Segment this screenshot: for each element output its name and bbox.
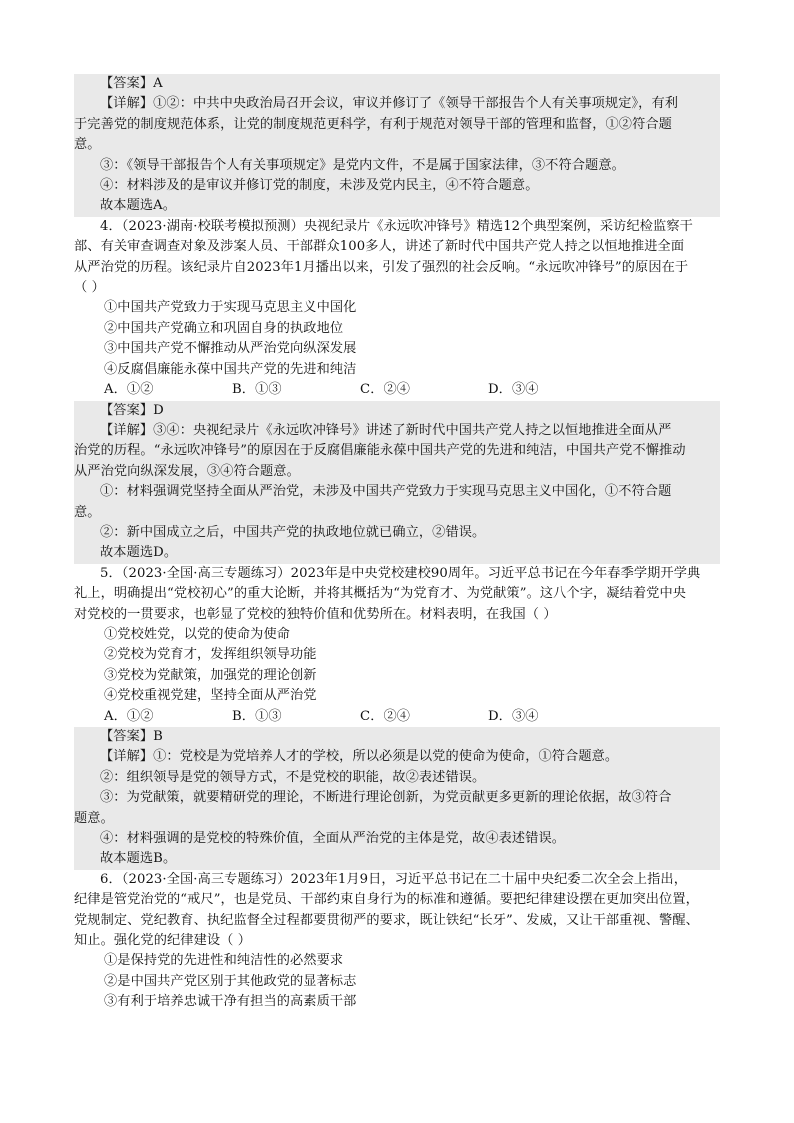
- choice-a: A．①②: [104, 382, 154, 398]
- detail-line: ②：新中国成立之后，中国共产党的执政地位就已确立，②错误。: [100, 524, 486, 540]
- detail-line: 题意。: [74, 810, 114, 826]
- detail-line: 【详解】③④：央视纪录片《永远吹冲锋号》讲述了新时代中国共产党人持之以恒地推进全面从严: [100, 422, 672, 438]
- question-stem-line: 4．（2023·湖南·校联考模拟预测）央视纪录片《永远吹冲锋号》精选12个典型案例，采访纪检监察干: [100, 218, 693, 234]
- question-5: [74, 564, 720, 727]
- detail-line: 故本题选D。: [100, 545, 178, 561]
- option-item: ③有利于培养忠诚干净有担当的高素质干部: [104, 994, 357, 1010]
- answer-block-q4: [74, 401, 720, 564]
- detail-line: 【详解】①②：中共中央政治局召开会议，审议并修订了《领导干部报告个人有关事项规定》，有利: [100, 96, 679, 112]
- choice-c: C．②④: [360, 382, 411, 398]
- question-stem-line: 礼上，明确提出“党校初心”的重大论断，并将其概括为“为党育才、为党献策”。这八个字，凝结着党中央: [74, 586, 687, 602]
- question-stem-line: 纪律是管党治党的“戒尺”，也是党员、干部约束自身行为的标准和遵循。要把纪律建设摆在更加突出位置，: [74, 892, 699, 908]
- detail-line: ④：材料强调的是党校的特殊价值，全面从严治党的主体是党，故④表述错误。: [100, 831, 566, 847]
- question-stem-line: 6．（2023·全国·高三专题练习）2023年1月9日，习近平总书记在二十届中央纪委二次全会上指出，: [100, 871, 688, 887]
- option-item: ②是中国共产党区别于其他政党的显著标志: [104, 973, 357, 989]
- detail-line: 意。: [74, 504, 101, 520]
- choice-a: A．①②: [104, 708, 154, 724]
- detail-line: 故本题选B。: [100, 851, 177, 867]
- option-item: ①党校姓党，以党的使命为使命: [104, 626, 291, 642]
- detail-line: ③：《领导干部报告个人有关事项规定》是党内文件，不是属于国家法律，③不符合题意。: [100, 157, 625, 173]
- option-item: ②中国共产党确立和巩固自身的执政地位: [104, 320, 344, 336]
- choice-b: B．①③: [232, 708, 282, 724]
- question-6: [74, 870, 720, 1013]
- question-stem-line: 从严治党的历程。该纪录片自2023年1月播出以来，引发了强烈的社会反响。“永远吹冲锋号”的原因在于: [74, 259, 689, 275]
- choice-d: D．③④: [488, 708, 539, 724]
- answer-label: 【答案】A: [100, 76, 163, 91]
- detail-line: 治党的历程。“永远吹冲锋号”的原因在于反腐倡廉能永葆中国共产党的先进和纯洁，中国共产党不懈推动: [74, 443, 686, 459]
- detail-line: 故本题选A。: [100, 198, 177, 214]
- choice-row: [74, 707, 720, 727]
- question-stem-line: 党规制定、党纪教育、执纪监督全过程都要贯彻严的要求，既让铁纪“长牙”、发威，又让干部重视、警醒、: [74, 912, 699, 928]
- detail-line: ④：材料涉及的是审议并修订党的制度，未涉及党内民主，④不符合题意。: [100, 178, 539, 194]
- choice-row: [74, 380, 720, 400]
- detail-line: 【详解】①：党校是为党培养人才的学校，所以必须是以党的使命为使命，①符合题意。: [100, 749, 619, 765]
- answer-block-q3: [74, 74, 720, 217]
- question-stem-line: 对党校的一贯要求，也彰显了党校的独特价值和优势所在。材料表明，在我国（ ）: [74, 606, 557, 622]
- option-item: ①中国共产党致力于实现马克思主义中国化: [104, 300, 357, 316]
- detail-line: ①：材料强调党坚持全面从严治党，未涉及中国共产党致力于实现马克思主义中国化，①不符合题: [100, 484, 672, 500]
- question-stem-line: 部、有关审查调查对象及涉案人员、干部群众100多人，讲述了新时代中国共产党人持之以恒地推进全面: [74, 239, 685, 255]
- detail-line: 从严治党向纵深发展，③④符合题意。: [74, 463, 300, 479]
- document-page: [74, 74, 720, 1013]
- question-stem-line: 5．（2023·全国·高三专题练习）2023年是中央党校建校90周年。习近平总书记在今年春季学期开学典: [100, 565, 701, 581]
- option-item: ③中国共产党不懈推动从严治党向纵深发展: [104, 341, 357, 357]
- option-item: ②党校为党育才，发挥组织领导功能: [104, 647, 317, 663]
- detail-line: ③：为党献策，就要精研党的理论，不断进行理论创新，为党贡献更多更新的理论依据，故③符合: [100, 790, 672, 806]
- answer-label: 【答案】D: [100, 402, 164, 418]
- choice-b: B．①③: [232, 382, 282, 398]
- detail-line: 于完善党的制度规范体系，让党的制度规范更科学，有利于规范对领导干部的管理和监督，①②符合题: [74, 116, 672, 132]
- choice-c: C．②④: [360, 708, 411, 724]
- option-item: ①是保持党的先进性和纯洁性的必然要求: [104, 953, 344, 969]
- option-item: ④党校重视党建，坚持全面从严治党: [104, 688, 317, 704]
- option-item: ④反腐倡廉能永葆中国共产党的先进和纯洁: [104, 361, 357, 377]
- answer-label: 【答案】B: [100, 729, 163, 744]
- detail-line: 意。: [74, 137, 101, 153]
- question-4: [74, 217, 720, 401]
- choice-d: D．③④: [488, 382, 539, 398]
- detail-line: ②：组织领导是党的领导方式，不是党校的职能，故②表述错误。: [100, 769, 486, 785]
- question-stem-line: （ ）: [74, 280, 105, 296]
- question-stem-line: 知止。强化党的纪律建设（ ）: [74, 933, 252, 949]
- option-item: ③党校为党献策，加强党的理论创新: [104, 667, 317, 683]
- answer-block-q5: [74, 727, 720, 870]
